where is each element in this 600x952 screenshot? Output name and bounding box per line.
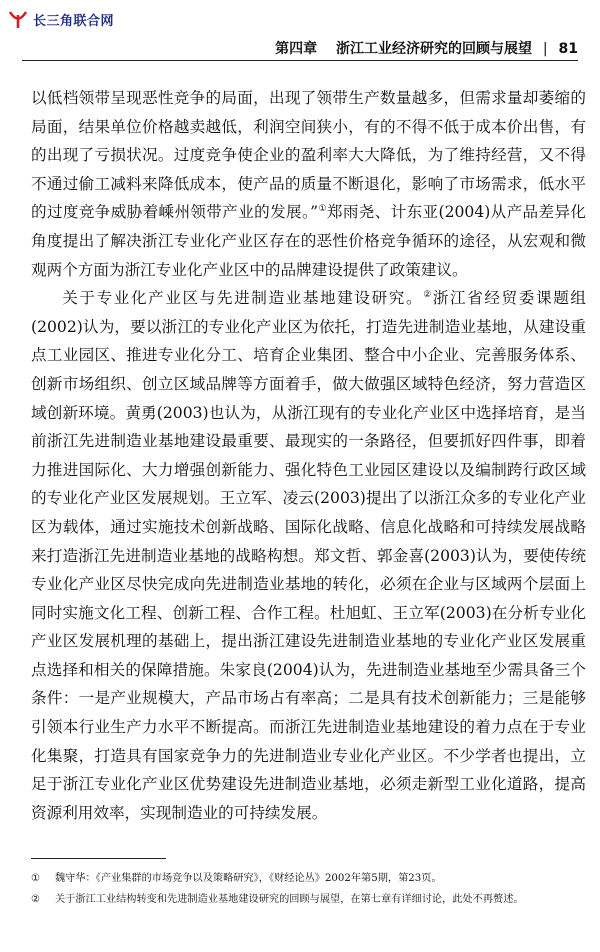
paragraph-text: 郑雨尧、计东亚(2004)从产品差异化角度提出了解决浙江专业化产业区存在的恶性价格竞争循环的途径，从宏观和微观两个方面为浙江专业化产业区中的品牌建设提供了政策建议。 (31, 203, 586, 279)
paragraph-text: 关于专业化产业区与先进制造业基地建设研究。 (62, 289, 424, 308)
body-text (31, 84, 586, 827)
header-divider (22, 60, 578, 61)
site-logo (8, 8, 114, 30)
chapter-label: 第四章 (275, 41, 318, 57)
page-number: 81 (558, 41, 578, 57)
footnote-mark: ② (31, 894, 41, 905)
chapter-title: 浙江工业经济研究的回顾与展望 (336, 41, 533, 57)
running-header (275, 38, 578, 58)
footnote (31, 870, 586, 887)
logo-emblem-icon (8, 9, 28, 29)
footnote-ref[interactable]: ① (318, 204, 327, 215)
footnote-text: 魏守华：《产业集群的市场竞争以及策略研究》，《财经论丛》2002年第5期，第23页。 (55, 873, 442, 884)
logo-text: 长三角联合网 (33, 13, 115, 29)
footnote (31, 891, 586, 908)
paragraph (31, 284, 586, 827)
footnotes (31, 870, 586, 912)
footnote-mark: ① (31, 873, 41, 884)
footnote-text: 关于浙江工业结构转变和先进制造业基地建设研究的回顾与展望，在第七章有详细讨论，此处不再赘述。 (55, 894, 524, 905)
footnote-divider (31, 858, 166, 859)
paragraph-text: 浙江省经贸委课题组(2002)认为，要以浙江的专业化产业区为依托，打造先进制造业基地，从建设重点工业园区、推进专业化分工、培育企业集团、整合中小企业、完善服务体系、创新市场组织、创立区域品牌等方面着手，做大做强区域特色经济，努力营造区域创新环境。黄勇(2003)也认为，从浙江现有的专业化产业区中选择培育，是当前浙江先进制造业基地建设最重要、最现实的一条路径，但要抓好四件事，即着力推进国际化、大力增强创新能力、强化特色工业园区建设以及编制跨行政区域的专业化产业区发展规划。王立军、凌云(2003)提出了以浙江众多的专业化产业区为载体，通过实施技术创新战略、国际化战略、信息化战略和可持续发展战略来打造浙江先进制造业基地的战略构想。郑文哲、郭金喜(2003)认为，要使传统专业化产业区尽快完成向先进制造业基地的转化，必须在企业与区域两个层面上同时实施文化工程、创新工程、合作工程。杜旭虹、王立军(2003)在分析专业化产业区发展机理的基础上，提出浙江建设先进制造业基地的专业化产业区发展重点选择和相关的保障措施。朱家良(2004)认为，先进制造业基地至少需具备三个条件：一是产业规模大，产品市场占有率高；二是具有技术创新能力；三是能够引领本行业生产力水平不断提高。而浙江先进制造业基地建设的着力点在于专业化集聚，打造具有国家竞争力的先进制造业专业化产业区。不少学者也提出，立足于浙江专业化产业区优势建设先进制造业基地，必须走新型工业化道路，提高资源利用效率，实现制造业的可持续发展。 (31, 289, 586, 822)
paragraph-text: 以低档领带呈现恶性竞争的局面，出现了领带生产数量越多，但需求量却萎缩的局面，结果单位价格越卖越低，利润空间狭小，有的不得不低于成本价出售，有的出现了亏损状况。过度竞争使企业的盈利率大大降低，为了维持经营，又不得不通过偷工减料来降低成本，使产品的质量不断退化，影响了市场需求，低水平的过度竞争威胁着嵊州领带产业的发展。” (31, 89, 586, 222)
footnote-ref[interactable]: ② (423, 290, 433, 301)
header-separator: | (542, 41, 548, 57)
paragraph (31, 84, 586, 284)
